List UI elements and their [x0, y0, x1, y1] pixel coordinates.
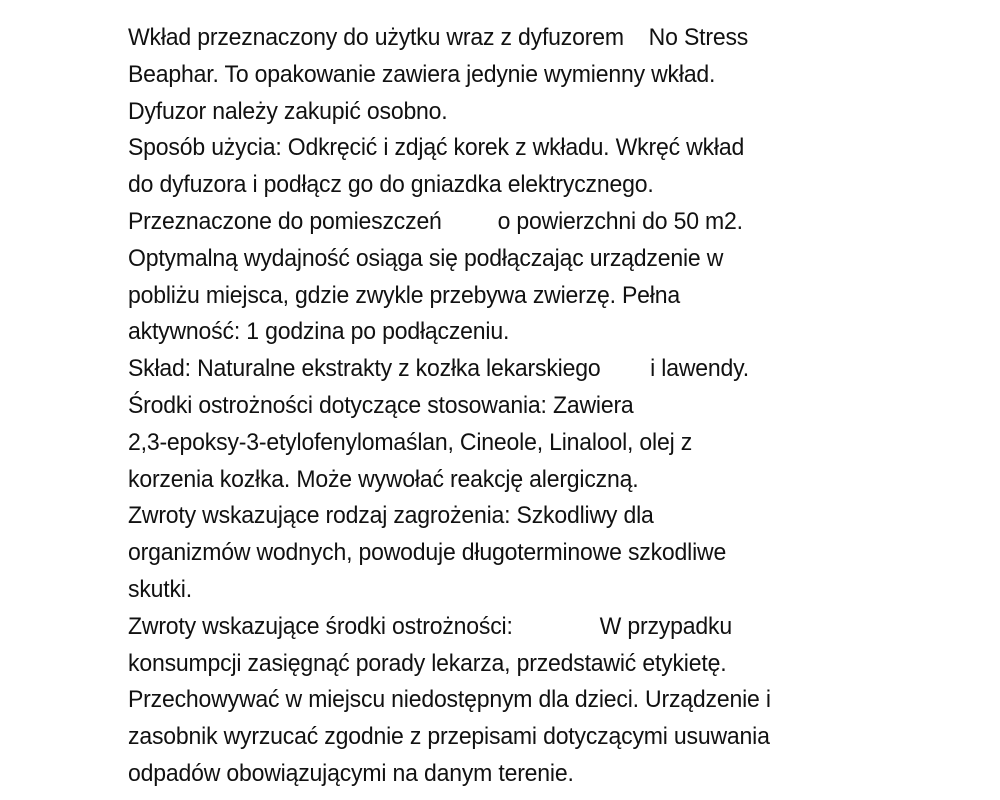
text-line: Dyfuzor należy zakupić osobno.	[128, 97, 448, 125]
text-line: Beaphar. To opakowanie zawiera jedynie wymienny wkład.	[128, 60, 716, 88]
text-line: pobliżu miejsca, gdzie zwykle przebywa zwierzę. Pełna	[128, 281, 680, 309]
text-line: do dyfuzora i podłącz go do gniazdka elektrycznego.	[128, 171, 654, 199]
text-line: Wkład przeznaczony do użytku wraz z dyfuzorem No Stress	[128, 24, 749, 51]
product-label-text	[128, 20, 824, 793]
text-line: Przechowywać w miejscu niedostępnym dla dzieci. Urządzenie i	[128, 686, 771, 714]
text-line: Przeznaczone do pomieszczeń o powierzchni do 50 m2.	[128, 207, 743, 235]
text-line: korzenia kozłka. Może wywołać reakcję alergiczną.	[128, 465, 639, 493]
text-line: Sposób użycia: Odkręcić i zdjąć korek z wkładu. Wkręć wkład	[128, 134, 745, 162]
text-line: aktywność: 1 godzina po podłączeniu.	[128, 318, 510, 346]
text-line: Zwroty wskazujące środki ostrożności: W przypadku	[128, 612, 732, 640]
text-line: organizmów wodnych, powoduje długoterminowe szkodliwe	[128, 539, 727, 567]
text-line: Skład: Naturalne ekstrakty z kozłka lekarskiego i lawendy.	[128, 355, 749, 383]
text-line: Zwroty wskazujące rodzaj zagrożenia: Szkodliwy dla	[128, 502, 654, 530]
text-line: Środki ostrożności dotyczące stosowania: Zawiera	[128, 391, 634, 419]
text-line: zasobnik wyrzucać zgodnie z przepisami dotyczącymi usuwania	[128, 723, 770, 751]
text-line: odpadów obowiązującymi na danym terenie.	[128, 759, 574, 787]
text-line: Optymalną wydajność osiąga się podłączając urządzenie w	[128, 244, 724, 272]
text-line: skutki.	[128, 575, 192, 603]
text-line: 2,3-epoksy-3-etylofenylomaślan, Cineole, Linalool, olej z	[128, 428, 693, 456]
text-line: konsumpcji zasięgnąć porady lekarza, przedstawić etykietę.	[128, 649, 727, 677]
